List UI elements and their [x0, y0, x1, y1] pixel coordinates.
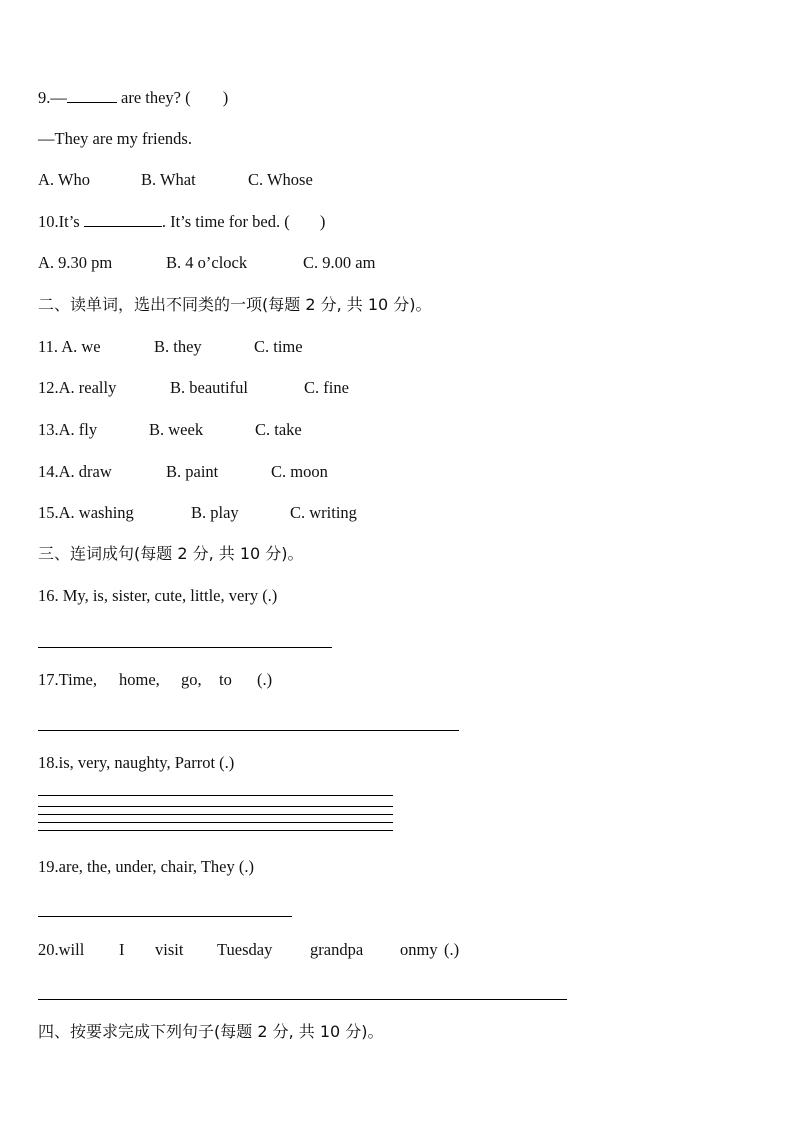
q10-options: [38, 253, 375, 273]
q12-option-c[interactable]: C. fine: [304, 378, 349, 397]
q17-answer-line[interactable]: [38, 730, 459, 731]
q17-word: 17.Time,: [38, 670, 97, 689]
q13-option-c[interactable]: C. take: [255, 420, 302, 439]
q20-word: visit: [155, 940, 184, 959]
q15-row: [38, 503, 357, 523]
q10-stem: [38, 212, 325, 232]
q20-prompt: [38, 940, 459, 960]
q12-row: [38, 378, 349, 398]
q20-word: 20.will: [38, 940, 85, 959]
q18-answer-line[interactable]: [38, 830, 393, 831]
q17-prompt: [38, 670, 272, 690]
q13-row: [38, 420, 302, 440]
q18-answer-line[interactable]: [38, 822, 393, 823]
q12-option-b[interactable]: B. beautiful: [170, 378, 248, 397]
q11-option-a[interactable]: 11. A. we: [38, 337, 101, 356]
q20-word: onmy: [400, 940, 438, 959]
q10-option-a[interactable]: A. 9.30 pm: [38, 253, 113, 272]
q9-prefix: 9.—: [38, 88, 67, 107]
q14-option-a[interactable]: 14.A. draw: [38, 462, 112, 481]
q15-option-c[interactable]: C. writing: [290, 503, 357, 522]
q14-row: [38, 462, 328, 482]
q20-answer-line[interactable]: [38, 999, 567, 1000]
q9-stem: [38, 88, 228, 108]
section3-title: 三、连词成句(每题 2 分, 共 10 分)。: [38, 544, 304, 563]
q9-option-a[interactable]: A. Who: [38, 170, 90, 189]
section4-title: 四、按要求完成下列句子(每题 2 分, 共 10 分)。: [38, 1022, 384, 1041]
q17-word: go,: [181, 670, 202, 689]
q10-close: ): [319, 212, 326, 231]
q15-option-b[interactable]: B. play: [191, 503, 239, 522]
q20-word: grandpa: [310, 940, 364, 959]
q9-blank[interactable]: [67, 88, 117, 103]
q10-prefix: 10.It’s: [38, 212, 80, 231]
q19-prompt: 19.are, the, under, chair, They (.): [38, 857, 254, 876]
q17-word: (.): [257, 670, 273, 689]
q20-word: Tuesday: [217, 940, 273, 959]
q12-option-a[interactable]: 12.A. really: [38, 378, 117, 397]
q9-options: [38, 170, 313, 190]
q14-option-b[interactable]: B. paint: [166, 462, 219, 481]
q18-prompt: 18.is, very, naughty, Parrot (.): [38, 753, 235, 772]
q17-word: home,: [119, 670, 160, 689]
section2-title: 二、读单词，选出不同类的一项(每题 2 分, 共 10 分)。: [38, 295, 432, 314]
q11-option-c[interactable]: C. time: [254, 337, 303, 356]
q10-blank[interactable]: [84, 212, 162, 227]
q19-answer-line[interactable]: [38, 916, 292, 917]
q20-word: (.): [444, 940, 460, 959]
q16-answer-line[interactable]: [38, 647, 332, 648]
q11-option-b[interactable]: B. they: [154, 337, 202, 356]
q16-prompt: 16. My, is, sister, cute, little, very (.): [38, 586, 278, 605]
q13-option-a[interactable]: 13.A. fly: [38, 420, 98, 439]
q11-row: [38, 337, 303, 357]
q20-word: I: [119, 940, 125, 959]
q14-option-c[interactable]: C. moon: [271, 462, 328, 481]
q17-word: to: [219, 670, 232, 689]
q18-answer-line[interactable]: [38, 806, 393, 807]
q10-option-b[interactable]: B. 4 o’clock: [166, 253, 248, 272]
q13-option-b[interactable]: B. week: [149, 420, 204, 439]
q9-answer-line: —They are my friends.: [38, 129, 192, 148]
q9-close: ): [222, 88, 229, 107]
q10-suffix: . It’s time for bed. (: [161, 212, 290, 231]
q9-suffix: are they? (: [121, 88, 191, 107]
q15-option-a[interactable]: 15.A. washing: [38, 503, 134, 522]
q9-option-b[interactable]: B. What: [141, 170, 196, 189]
q9-option-c[interactable]: C. Whose: [248, 170, 313, 189]
q18-answer-line[interactable]: [38, 814, 393, 815]
q18-answer-line[interactable]: [38, 795, 393, 796]
q10-option-c[interactable]: C. 9.00 am: [303, 253, 376, 272]
